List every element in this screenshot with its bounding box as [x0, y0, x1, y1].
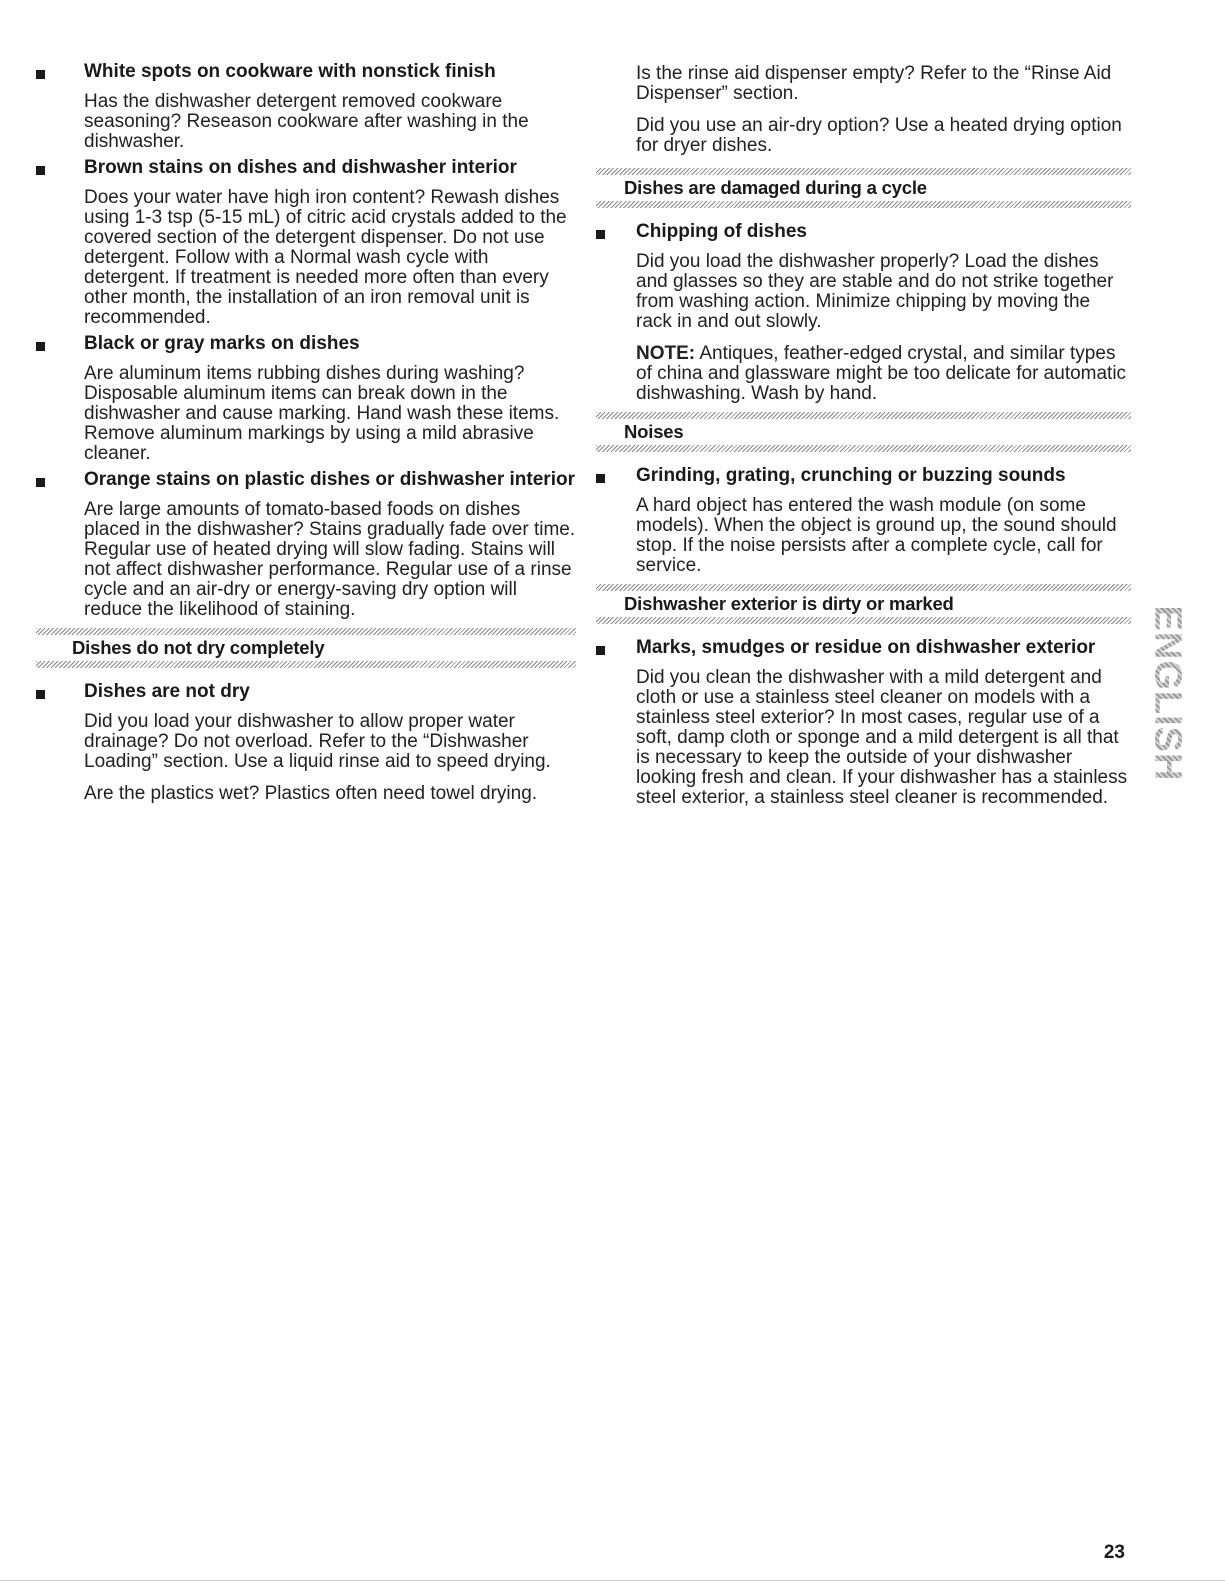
bottom-rule [0, 1580, 1225, 1581]
section-heading-text: Dishes do not dry completely [72, 637, 325, 658]
issue-title: Black or gray marks on dishes [84, 333, 360, 354]
issue-text: Did you load the dishwasher properly? Load the dishes and glasses so they are stable and do not strike together from washing action. Minimize chipping by moving the rack in and out slowly. [636, 251, 1114, 332]
hatch-rule [596, 412, 1131, 419]
bullet-icon [596, 474, 605, 483]
section-heading-text: Dishwasher exterior is dirty or marked [624, 593, 954, 614]
hatch-rule [36, 628, 576, 635]
hatch-rule [596, 584, 1131, 591]
issue-orange-stains [36, 470, 576, 620]
issue-title: Grinding, grating, crunching or buzzing sounds [636, 465, 1066, 486]
issue-text: Are aluminum items rubbing dishes during washing? Disposable aluminum items can break down in the dishwasher and cause marking. Hand wash these items. Remove aluminum markings by using a mild abrasive cleaner. [84, 363, 560, 464]
issue-text: Are the plastics wet? Plastics often need towel drying. [84, 783, 538, 804]
bullet-icon [36, 690, 45, 699]
intro-text: Did you use an air-dry option? Use a heated drying option for dryer dishes. [636, 115, 1122, 156]
section-heading-text: Dishes are damaged during a cycle [624, 177, 927, 198]
language-tab-label: ENGLISH [1146, 605, 1189, 781]
hatch-rule [596, 168, 1131, 175]
issue-title: Chipping of dishes [636, 221, 807, 242]
bullet-icon [36, 166, 45, 175]
section-heading-exterior [596, 584, 1131, 624]
note-text [636, 344, 1131, 404]
hatch-rule [596, 445, 1131, 452]
section-heading-damaged [596, 168, 1131, 208]
language-tab [1146, 566, 1189, 820]
issue-chipping [596, 222, 1131, 404]
issue-text: Has the dishwasher detergent removed cookware seasoning? Reseason cookware after washing in the dishwasher. [84, 91, 529, 152]
issue-text: A hard object has entered the wash module (on some models). When the object is ground up, the sound should stop. If the noise persists after a complete cycle, call for service. [636, 495, 1117, 576]
page-number: 23 [1103, 1542, 1125, 1563]
hatch-rule [596, 201, 1131, 208]
issue-black-gray-marks [36, 334, 576, 464]
left-column [36, 62, 576, 810]
bullet-icon [36, 342, 45, 351]
issue-title: Marks, smudges or residue on dishwasher exterior [636, 637, 1096, 658]
issue-title: Orange stains on plastic dishes or dishwasher interior [84, 469, 575, 490]
bullet-icon [596, 646, 605, 655]
bullet-icon [596, 230, 605, 239]
bullet-icon [36, 70, 45, 79]
issue-text: Are large amounts of tomato-based foods on dishes placed in the dishwasher? Stains gradually fade over time. Regular use of heated drying will slow fading. Stains will not affect dishwasher performance. Regular use of a rinse cycle and an air-dry or energy-saving dry option will reduce the likelihood of staining. [84, 499, 576, 620]
issue-title: Dishes are not dry [84, 681, 250, 702]
hatch-rule [36, 661, 576, 668]
note-label: NOTE: [636, 343, 696, 364]
intro-text: Is the rinse aid dispenser empty? Refer to the “Rinse Aid Dispenser” section. [636, 63, 1112, 104]
bullet-icon [36, 478, 45, 487]
issue-text: Does your water have high iron content? Rewash dishes using 1-3 tsp (5-15 mL) of citric acid crystals added to the covered section of the detergent dispenser. Do not use detergent. Follow with a Normal wash cycle with detergent. If treatment is needed more often than every other month, the installation of an iron removal unit is recommended. [84, 187, 567, 328]
issue-grinding [596, 466, 1131, 576]
section-heading-dry [36, 628, 576, 668]
section-heading-noises [596, 412, 1131, 452]
issue-title: White spots on cookware with nonstick finish [84, 61, 496, 82]
hatch-rule [596, 617, 1131, 624]
note-body: Antiques, feather-edged crystal, and similar types of china and glassware might be too delicate for automatic dishwashing. Wash by hand. [636, 343, 1127, 404]
issue-title: Brown stains on dishes and dishwasher interior [84, 157, 517, 178]
issue-brown-stains [36, 158, 576, 328]
section-heading-text: Noises [624, 421, 684, 442]
right-column [596, 64, 1131, 814]
issue-exterior-marks [596, 638, 1131, 808]
issue-white-spots [36, 62, 576, 152]
issue-not-dry [36, 682, 576, 804]
issue-text: Did you load your dishwasher to allow proper water drainage? Do not overload. Refer to the “Dishwasher Loading” section. Use a liquid rinse aid to speed drying. [84, 711, 551, 772]
issue-text: Did you clean the dishwasher with a mild detergent and cloth or use a stainless steel cleaner on models with a stainless steel exterior? In most cases, regular use of a soft, damp cloth or sponge and a mild detergent is all that is necessary to keep the outside of your dishwasher looking fresh and clean. If your dishwasher has a stainless steel exterior, a stainless steel cleaner is recommended. [636, 667, 1128, 808]
